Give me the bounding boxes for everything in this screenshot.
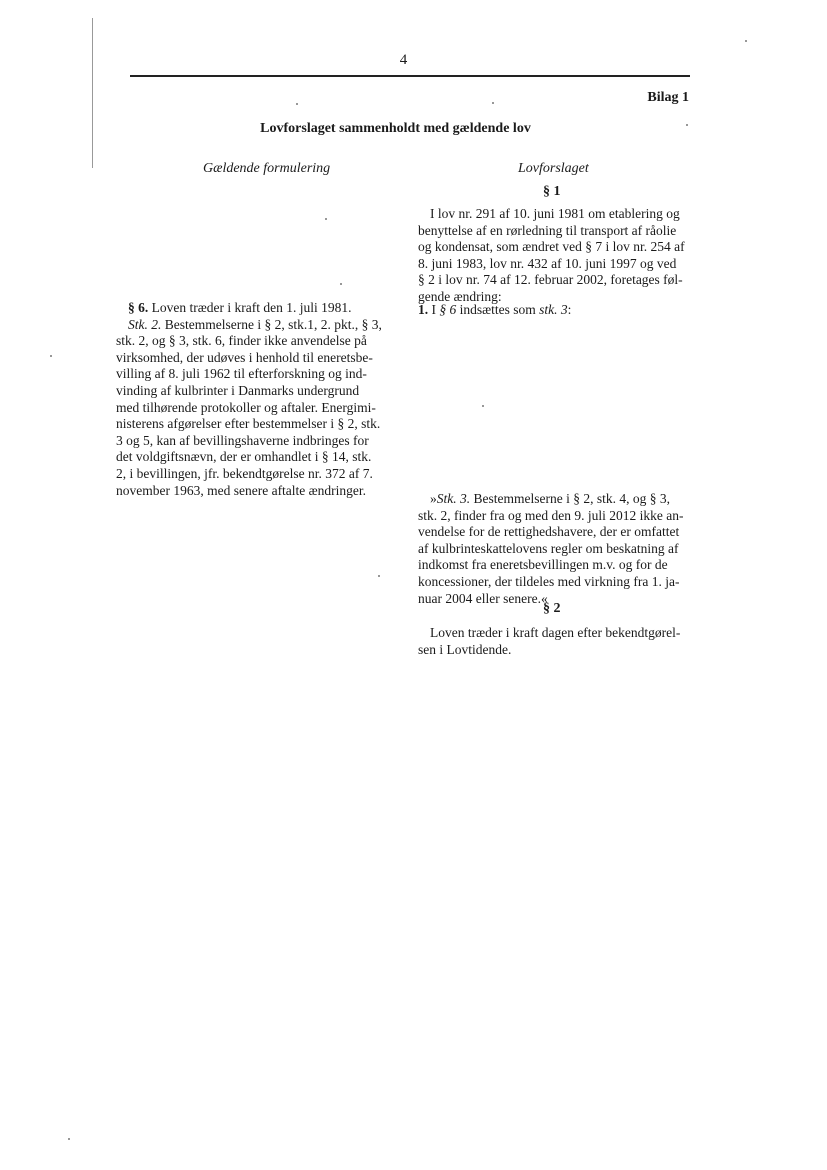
current-law-line: nisterens afgørelser efter bestemmelser i § 2, stk. xyxy=(116,416,381,432)
current-law-line: villing af 8. juli 1962 til efterforskning og ind- xyxy=(116,366,367,382)
change-instruction: 1. I § 6 indsættes som stk. 3: xyxy=(418,302,572,317)
bill-intro-line: og kondensat, som ændret ved § 7 i lov nr. 254 af xyxy=(418,239,685,255)
scan-speck xyxy=(745,40,747,42)
entry-into-force-line: Loven træder i kraft dagen efter bekendtgørel- xyxy=(430,625,681,640)
current-law-line: virksomhed, der udøves i henhold til eneretsbe- xyxy=(116,349,373,365)
scan-speck xyxy=(325,218,327,220)
current-law-text xyxy=(116,300,404,499)
current-law-line: Stk. 2. Bestemmelserne i § 2, stk.1, 2. pkt., § 3, xyxy=(128,316,382,332)
bill-intro-line: gende ændring: xyxy=(418,288,502,304)
bilag-label: Bilag 1 xyxy=(647,90,689,105)
bill-intro-line: benyttelse af en rørledning til transport af råolie xyxy=(418,222,677,238)
scan-speck xyxy=(378,575,380,577)
scan-speck xyxy=(50,355,52,357)
bill-intro-line: I lov nr. 291 af 10. juni 1981 om etablering og xyxy=(430,206,680,221)
current-law-line: 2, i bevillingen, jfr. bekendtgørelse nr. 372 af 7. xyxy=(116,465,373,481)
entry-into-force-text xyxy=(418,625,695,658)
new-stk-line: »Stk. 3. Bestemmelserne i § 2, stk. 4, og § 3, xyxy=(430,491,670,506)
right-column-heading: Lovforslaget xyxy=(518,161,589,176)
new-stk-line: stk. 2, finder fra og med den 9. juli 2012 ikke an- xyxy=(418,507,684,523)
document-title: Lovforslaget sammenholdt med gældende lov xyxy=(260,121,531,136)
scan-speck xyxy=(686,124,688,126)
scan-speck xyxy=(482,405,484,407)
current-law-line: § 6. Loven træder i kraft den 1. juli 1981. xyxy=(128,300,352,315)
bill-intro-line: 8. juni 1983, lov nr. 432 af 10. juni 1997 og ved xyxy=(418,255,677,271)
new-stk-text xyxy=(418,491,695,607)
new-stk-line: indkomst fra eneretsbevillingen m.v. og for de xyxy=(418,557,668,573)
current-law-line: det voldgiftsnævn, der er omhandlet i § 14, stk. xyxy=(116,449,372,465)
entry-into-force-line: sen i Lovtidende. xyxy=(418,641,512,657)
new-stk-label: Stk. 3. xyxy=(436,491,471,506)
section-reference: § 6 xyxy=(439,302,457,317)
scan-speck xyxy=(296,103,298,105)
stk-label: Stk. 2. xyxy=(128,316,162,332)
current-law-line: stk. 2, og § 3, stk. 6, finder ikke anvendelse på xyxy=(116,333,367,349)
stk-reference: stk. 3 xyxy=(539,302,568,317)
scan-speck xyxy=(340,283,342,285)
bill-intro-text xyxy=(418,206,695,306)
new-stk-line: nuar 2004 eller senere.« xyxy=(418,590,548,606)
page-number: 4 xyxy=(399,52,408,68)
change-number: 1. xyxy=(418,302,429,317)
current-law-line: november 1963, med senere aftalte ændringer. xyxy=(116,482,367,498)
new-stk-line: af kulbrinteskattelovens regler om beskatning af xyxy=(418,540,679,556)
new-stk-line: koncessioner, der tildeles med virkning fra 1. ja- xyxy=(418,573,680,589)
current-law-line: vinding af kulbrinter i Danmarks undergrund xyxy=(116,382,360,398)
scan-margin-line xyxy=(92,18,93,168)
paragraph-label: § 6. xyxy=(128,300,149,315)
scan-speck xyxy=(492,102,494,104)
current-law-line: 3 og 5, kan af bevillingshaverne indbringes for xyxy=(116,432,369,448)
header-rule xyxy=(130,75,690,77)
current-law-line: med tilhørende protokoller og aftaler. Energimi- xyxy=(116,399,376,415)
left-column-heading: Gældende formulering xyxy=(203,161,331,176)
new-stk-line: vendelse for de rettighedshavere, der er omfattet xyxy=(418,524,680,540)
scan-speck xyxy=(68,1138,70,1140)
bill-intro-line: § 2 i lov nr. 74 af 12. februar 2002, foretages føl- xyxy=(418,272,683,288)
section-2-mark: § 2 xyxy=(543,601,561,616)
section-1-mark: § 1 xyxy=(543,184,561,199)
